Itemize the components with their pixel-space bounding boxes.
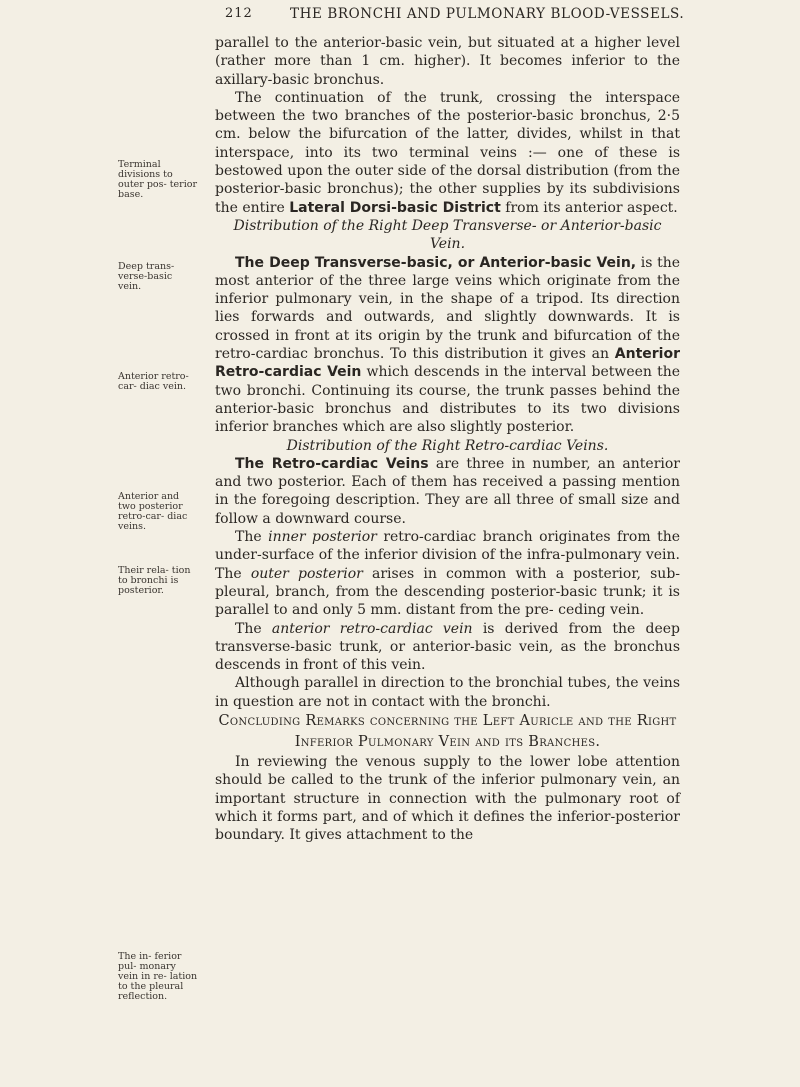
margin-note-deep-transverse-basic: Deep trans- verse-basic vein. (118, 261, 175, 292)
paragraph: The continuation of the trunk, crossing the interspace between the two branches of the posterior-basic bronchus, 2·5 cm. below the bifurcation of the latter, divides, whilst in that interspace, into its two terminal veins :— one of these is bestowed upon the outer side of the dorsal distribution (from the posterior-basic bronchus); the other supplies by its subdivisions the entire Lateral Dorsi-basic District from its anterior aspect. (215, 89, 680, 216)
margin-note-terminal-divisions: Terminal divisions to outer pos- terior base. (118, 159, 198, 200)
paragraph: In reviewing the venous supply to the lower lobe attention should be called to the trunk of the inferior pulmonary vein, an important structure in connection with the pulmonary root of which it forms part, and of which it defines the inferior-posterior boundary. It gives attachment to the (215, 753, 680, 844)
bold-term: The Deep Transverse-basic, or Anterior-basic Vein, (235, 254, 637, 271)
paragraph: The Deep Transverse-basic, or Anterior-basic Vein, is the most anterior of the three large veins which originate from the inferior pulmonary vein, in the shape of a tripod. Its direction lies forwards and outwards, and slightly downwards. It is crossed in front at its origin by the trunk and bifurcation of the retro-cardiac bronchus. To this distribution it gives an Anterior Retro-cardiac Vein which descends in the interval between the two bronchi. Continuing its course, the trunk passes behind the anterior-basic bronchus and distributes to its two divisions inferior branches which are also slightly posterior. (215, 254, 681, 436)
paragraph: The Retro-cardiac Veins are three in number, an anterior and two posterior. Each of them has received a passing mention in the foregoing description. They are all three of small size and follow a downward course. (215, 455, 680, 527)
page-number: 212 (225, 6, 253, 21)
margin-note-inferior-pulmonary-vein: The in- ferior pul- monary vein in re- lation to the pleural reflection. (118, 951, 198, 1002)
section-heading: Concluding Remarks concerning the Left Auricle and the Right Inferior Pulmonary Vein and its Branches. (218, 712, 677, 750)
bold-term: The Retro-cardiac Veins (235, 455, 429, 472)
page-header (0, 6, 800, 28)
section-heading: Distribution of the Right Deep Transverse- or Anterior-basic Vein. (233, 217, 662, 253)
section-heading: Distribution of the Right Retro-cardiac Veins. (286, 437, 609, 454)
body-text (215, 34, 680, 844)
paragraph: The inner posterior retro-cardiac branch originates from the under-surface of the inferior division of the infra-pulmonary vein. The outer posterior arises in common with a posterior, sub-pleural, branch, from the descending posterior-basic trunk; it is parallel to and only 5 mm. distant from the pre- ceding vein. (215, 529, 681, 619)
bold-term: Anterior Retro-cardiac Vein (215, 346, 680, 381)
running-title: THE BRONCHI AND PULMONARY BLOOD-VESSELS. (290, 6, 685, 22)
paragraph: The anterior retro-cardiac vein is derived from the deep transverse-basic trunk, or anterior-basic vein, as the bronchus descends in front of this vein. (215, 620, 681, 674)
margin-note-relation-to-bronchi: Their rela- tion to bronchi is posterior. (118, 565, 191, 596)
margin-note-retro-cardiac-veins: Anterior and two posterior retro-car- diac veins. (118, 491, 188, 532)
bold-term: Lateral Dorsi-basic District (289, 199, 501, 216)
paragraph: Although parallel in direction to the bronchial tubes, the veins in question are not in contact with the bronchi. (215, 675, 680, 710)
paragraph: parallel to the anterior-basic vein, but situated at a higher level (rather more than 1 cm. higher). It becomes inferior to the axillary-basic bronchus. (215, 35, 680, 88)
margin-note-anterior-retro-cardiac: Anterior retro-car- diac vein. (118, 371, 189, 392)
